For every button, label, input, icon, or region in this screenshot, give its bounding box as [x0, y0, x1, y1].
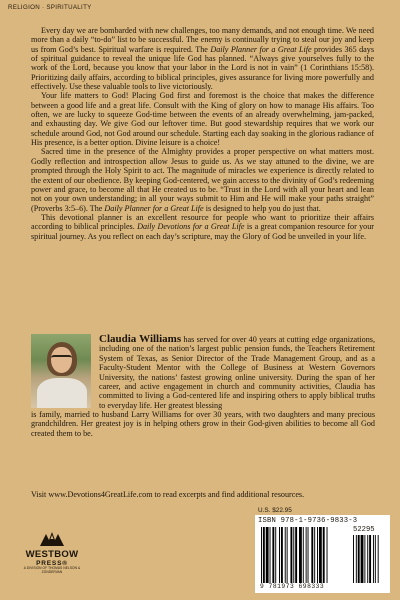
- barcode-icon: [255, 515, 390, 593]
- category-label: RELIGION · SPIRITUALITY: [8, 4, 92, 11]
- paragraph-1: Every day we are bombarded with new challenges, too many demands, and not enough time. We need more than a daily “to-do” list to be successful. The enemy is continually trying to steal our joy and keep us from God’s best. Spiritual warfare is required. The Daily Planner for a Great Life provides 365 days of spiritual guidance to reveal the unique life God has planned. “Always give yourselves fully to the work of the Lord, because you know that your labor in the Lord is not in vain” (1 Corinthians 15:58). Prioritizing daily affairs, according to biblical principles, gives assurance for living more powerfully and effectively. Use these valuable tools to live victoriously.: [31, 26, 374, 92]
- author-name: Claudia Williams: [99, 333, 182, 345]
- author-bio-lead: has served for over 40 years at cutting edge organizations, including one of the nation’s largest public pension funds, the Teachers Retirement System of Texas, as Senior Director of the Trade Management Group, and as a Faculty-Student Mentor with the College of Business at Western Governors University, the nations’ fastest growing online university. During the span of her career, and active engagement in church and community activities, Claudia has committed to living a God-centered life and inspiring others to apply biblical truths to everyday life. Her greatest blessing: [99, 335, 375, 410]
- website-line: Visit www.Devotions4GreatLife.com to read excerpts and find additional resources.: [31, 490, 305, 499]
- paragraph-3: Sacred time in the presence of the Almighty provides a proper perspective on what matters most. Godly reflection and introspection allow Jesus to guide us. As we stay attuned to the divine, we are prompted through the Holy Spirit to act. The magnitude of miracles we experience is directly related to the extent of our obedience. By keeping God-centered, we gain access to the divinity of God’s redeeming power and grace, to become all that He created us to be. “Trust in the Lord with all your heart and lean not on your own understanding; in all your ways submit to Him and He will make your paths straight” (Proverbs 3:5–6). The Daily Planner for a Great Life is designed to help you do just that.: [31, 147, 374, 213]
- author-photo: [31, 334, 91, 408]
- publisher-mark-icon: [38, 530, 66, 548]
- author-bio-continued: is family, married to husband Larry Williams for over 30 years, with two daughters and many precious grandchildren. Her greatest joy is in helping others grow in their God-given abilities to become all God created them to be.: [31, 410, 375, 438]
- description: [31, 26, 374, 241]
- publisher-division: A DIVISION OF THOMAS NELSON & ZONDERVAN: [23, 566, 81, 574]
- author-bio: [99, 335, 375, 410]
- publisher-logo: [22, 530, 82, 592]
- addon-code: 52295: [353, 526, 375, 534]
- barcode-box: [255, 515, 390, 593]
- isbn-label: ISBN 978-1-9736-9833-3: [258, 517, 358, 525]
- publisher-press: PRESS®: [36, 560, 68, 567]
- publisher-brand: WESTBOW: [25, 549, 79, 560]
- paragraph-2: Your life matters to God! Placing God first and foremost is the choice that makes the difference between a good life and a great life. Consult with the King of glory on how to manage His affairs. Too often, we are lucky to squeeze God-time between the events of an already overwhelming, jam-packed, and exhausting day. We give God our leftover time. But good stewardship requires that we work our schedule around God, not God around our schedule. Starting each day soaking in the glorious radiance of His presence, is a better option. Divine leisure is a choice!: [31, 91, 374, 148]
- barcode-digits: 9 781973 698333: [260, 583, 325, 590]
- paragraph-4: This devotional planner is an excellent resource for people who want to prioritize their affairs according to biblical principles. Daily Devotions for a Great Life is a great companion resource for your spiritual journey. As you reflect on each day’s scripture, may the Glory of God be unveiled in your life.: [31, 212, 374, 241]
- price-label: U.S. $22.95: [258, 507, 292, 514]
